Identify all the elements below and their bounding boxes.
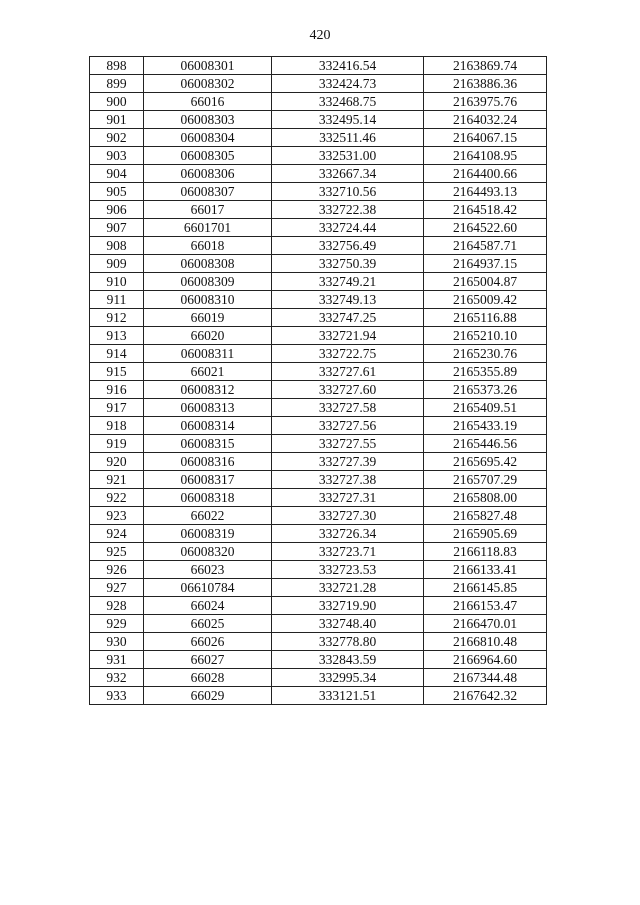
row-number-cell: 903 (90, 147, 144, 165)
x-coordinate-cell: 332719.90 (272, 597, 424, 615)
row-number-cell: 918 (90, 417, 144, 435)
y-coordinate-cell: 2166964.60 (424, 651, 547, 669)
x-coordinate-cell: 332416.54 (272, 57, 424, 75)
point-id-cell: 6601701 (144, 219, 272, 237)
x-coordinate-cell: 332721.28 (272, 579, 424, 597)
y-coordinate-cell: 2165409.51 (424, 399, 547, 417)
x-coordinate-cell: 332667.34 (272, 165, 424, 183)
table-row (90, 93, 547, 111)
row-number-cell: 914 (90, 345, 144, 363)
point-id-cell: 06008301 (144, 57, 272, 75)
point-id-cell: 66019 (144, 309, 272, 327)
table-row (90, 525, 547, 543)
row-number-cell: 920 (90, 453, 144, 471)
point-id-cell: 06008320 (144, 543, 272, 561)
point-id-cell: 66025 (144, 615, 272, 633)
row-number-cell: 904 (90, 165, 144, 183)
table-row (90, 561, 547, 579)
table-row (90, 615, 547, 633)
row-number-cell: 917 (90, 399, 144, 417)
x-coordinate-cell: 332531.00 (272, 147, 424, 165)
point-id-cell: 06008305 (144, 147, 272, 165)
table-row (90, 471, 547, 489)
row-number-cell: 921 (90, 471, 144, 489)
y-coordinate-cell: 2165433.19 (424, 417, 547, 435)
x-coordinate-cell: 332749.21 (272, 273, 424, 291)
x-coordinate-cell: 332726.34 (272, 525, 424, 543)
row-number-cell: 911 (90, 291, 144, 309)
table-row (90, 75, 547, 93)
y-coordinate-cell: 2164493.13 (424, 183, 547, 201)
table-row (90, 507, 547, 525)
y-coordinate-cell: 2164400.66 (424, 165, 547, 183)
x-coordinate-cell: 332727.61 (272, 363, 424, 381)
point-id-cell: 06008307 (144, 183, 272, 201)
row-number-cell: 912 (90, 309, 144, 327)
y-coordinate-cell: 2166145.85 (424, 579, 547, 597)
row-number-cell: 931 (90, 651, 144, 669)
table-row (90, 345, 547, 363)
x-coordinate-cell: 332727.60 (272, 381, 424, 399)
table-row (90, 219, 547, 237)
table-body (90, 57, 547, 705)
table-row (90, 435, 547, 453)
y-coordinate-cell: 2164108.95 (424, 147, 547, 165)
y-coordinate-cell: 2165446.56 (424, 435, 547, 453)
y-coordinate-cell: 2165009.42 (424, 291, 547, 309)
row-number-cell: 927 (90, 579, 144, 597)
row-number-cell: 925 (90, 543, 144, 561)
row-number-cell: 923 (90, 507, 144, 525)
x-coordinate-cell: 332724.44 (272, 219, 424, 237)
y-coordinate-cell: 2163886.36 (424, 75, 547, 93)
x-coordinate-cell: 332995.34 (272, 669, 424, 687)
y-coordinate-cell: 2165004.87 (424, 273, 547, 291)
row-number-cell: 899 (90, 75, 144, 93)
table-row (90, 633, 547, 651)
table-row (90, 111, 547, 129)
point-id-cell: 66024 (144, 597, 272, 615)
row-number-cell: 929 (90, 615, 144, 633)
x-coordinate-cell: 332750.39 (272, 255, 424, 273)
point-id-cell: 66016 (144, 93, 272, 111)
row-number-cell: 900 (90, 93, 144, 111)
x-coordinate-cell: 332747.25 (272, 309, 424, 327)
x-coordinate-cell: 332843.59 (272, 651, 424, 669)
point-id-cell: 06008309 (144, 273, 272, 291)
x-coordinate-cell: 332723.71 (272, 543, 424, 561)
y-coordinate-cell: 2165116.88 (424, 309, 547, 327)
row-number-cell: 919 (90, 435, 144, 453)
row-number-cell: 906 (90, 201, 144, 219)
point-id-cell: 06008314 (144, 417, 272, 435)
y-coordinate-cell: 2164587.71 (424, 237, 547, 255)
x-coordinate-cell: 332727.55 (272, 435, 424, 453)
row-number-cell: 905 (90, 183, 144, 201)
y-coordinate-cell: 2163869.74 (424, 57, 547, 75)
x-coordinate-cell: 332723.53 (272, 561, 424, 579)
table-row (90, 543, 547, 561)
table-row (90, 687, 547, 705)
x-coordinate-cell: 332778.80 (272, 633, 424, 651)
table-row (90, 309, 547, 327)
point-id-cell: 66020 (144, 327, 272, 345)
y-coordinate-cell: 2165707.29 (424, 471, 547, 489)
row-number-cell: 930 (90, 633, 144, 651)
x-coordinate-cell: 332710.56 (272, 183, 424, 201)
y-coordinate-cell: 2166133.41 (424, 561, 547, 579)
table-row (90, 381, 547, 399)
point-id-cell: 66027 (144, 651, 272, 669)
x-coordinate-cell: 332727.58 (272, 399, 424, 417)
y-coordinate-cell: 2166810.48 (424, 633, 547, 651)
y-coordinate-cell: 2166118.83 (424, 543, 547, 561)
y-coordinate-cell: 2167344.48 (424, 669, 547, 687)
table-row (90, 669, 547, 687)
x-coordinate-cell: 333121.51 (272, 687, 424, 705)
y-coordinate-cell: 2165695.42 (424, 453, 547, 471)
table-row (90, 255, 547, 273)
point-id-cell: 06008308 (144, 255, 272, 273)
x-coordinate-cell: 332748.40 (272, 615, 424, 633)
point-id-cell: 06008312 (144, 381, 272, 399)
y-coordinate-cell: 2165230.76 (424, 345, 547, 363)
table-row (90, 183, 547, 201)
point-id-cell: 66029 (144, 687, 272, 705)
table-row (90, 129, 547, 147)
x-coordinate-cell: 332721.94 (272, 327, 424, 345)
x-coordinate-cell: 332727.39 (272, 453, 424, 471)
y-coordinate-cell: 2163975.76 (424, 93, 547, 111)
point-id-cell: 06008318 (144, 489, 272, 507)
table-row (90, 237, 547, 255)
y-coordinate-cell: 2165355.89 (424, 363, 547, 381)
point-id-cell: 06008310 (144, 291, 272, 309)
table-row (90, 147, 547, 165)
point-id-cell: 06008303 (144, 111, 272, 129)
row-number-cell: 933 (90, 687, 144, 705)
row-number-cell: 922 (90, 489, 144, 507)
y-coordinate-cell: 2164067.15 (424, 129, 547, 147)
point-id-cell: 66023 (144, 561, 272, 579)
row-number-cell: 913 (90, 327, 144, 345)
table-row (90, 57, 547, 75)
y-coordinate-cell: 2164522.60 (424, 219, 547, 237)
table-row (90, 165, 547, 183)
y-coordinate-cell: 2165905.69 (424, 525, 547, 543)
table-row (90, 327, 547, 345)
point-id-cell: 66018 (144, 237, 272, 255)
y-coordinate-cell: 2166153.47 (424, 597, 547, 615)
table-row (90, 201, 547, 219)
point-id-cell: 06008317 (144, 471, 272, 489)
y-coordinate-cell: 2165373.26 (424, 381, 547, 399)
point-id-cell: 66026 (144, 633, 272, 651)
row-number-cell: 928 (90, 597, 144, 615)
row-number-cell: 910 (90, 273, 144, 291)
x-coordinate-cell: 332468.75 (272, 93, 424, 111)
x-coordinate-cell: 332722.38 (272, 201, 424, 219)
table-row (90, 417, 547, 435)
row-number-cell: 926 (90, 561, 144, 579)
point-id-cell: 06610784 (144, 579, 272, 597)
y-coordinate-cell: 2165210.10 (424, 327, 547, 345)
x-coordinate-cell: 332495.14 (272, 111, 424, 129)
x-coordinate-cell: 332722.75 (272, 345, 424, 363)
point-id-cell: 66017 (144, 201, 272, 219)
y-coordinate-cell: 2164032.24 (424, 111, 547, 129)
y-coordinate-cell: 2165827.48 (424, 507, 547, 525)
point-id-cell: 06008306 (144, 165, 272, 183)
point-id-cell: 66022 (144, 507, 272, 525)
row-number-cell: 915 (90, 363, 144, 381)
point-id-cell: 06008315 (144, 435, 272, 453)
point-id-cell: 66028 (144, 669, 272, 687)
y-coordinate-cell: 2166470.01 (424, 615, 547, 633)
row-number-cell: 932 (90, 669, 144, 687)
table-row (90, 291, 547, 309)
x-coordinate-cell: 332727.38 (272, 471, 424, 489)
y-coordinate-cell: 2164937.15 (424, 255, 547, 273)
x-coordinate-cell: 332749.13 (272, 291, 424, 309)
table-row (90, 651, 547, 669)
row-number-cell: 902 (90, 129, 144, 147)
table-row (90, 579, 547, 597)
point-id-cell: 66021 (144, 363, 272, 381)
row-number-cell: 898 (90, 57, 144, 75)
table-row (90, 597, 547, 615)
x-coordinate-cell: 332424.73 (272, 75, 424, 93)
row-number-cell: 901 (90, 111, 144, 129)
y-coordinate-cell: 2167642.32 (424, 687, 547, 705)
point-id-cell: 06008302 (144, 75, 272, 93)
y-coordinate-cell: 2165808.00 (424, 489, 547, 507)
x-coordinate-cell: 332756.49 (272, 237, 424, 255)
coordinates-table (89, 56, 547, 705)
point-id-cell: 06008319 (144, 525, 272, 543)
x-coordinate-cell: 332511.46 (272, 129, 424, 147)
x-coordinate-cell: 332727.30 (272, 507, 424, 525)
table-row (90, 489, 547, 507)
point-id-cell: 06008316 (144, 453, 272, 471)
table-row (90, 273, 547, 291)
point-id-cell: 06008313 (144, 399, 272, 417)
row-number-cell: 909 (90, 255, 144, 273)
point-id-cell: 06008304 (144, 129, 272, 147)
point-id-cell: 06008311 (144, 345, 272, 363)
row-number-cell: 907 (90, 219, 144, 237)
row-number-cell: 924 (90, 525, 144, 543)
y-coordinate-cell: 2164518.42 (424, 201, 547, 219)
table-row (90, 363, 547, 381)
row-number-cell: 908 (90, 237, 144, 255)
x-coordinate-cell: 332727.31 (272, 489, 424, 507)
page-number: 420 (309, 28, 331, 43)
table-row (90, 453, 547, 471)
row-number-cell: 916 (90, 381, 144, 399)
table-row (90, 399, 547, 417)
x-coordinate-cell: 332727.56 (272, 417, 424, 435)
